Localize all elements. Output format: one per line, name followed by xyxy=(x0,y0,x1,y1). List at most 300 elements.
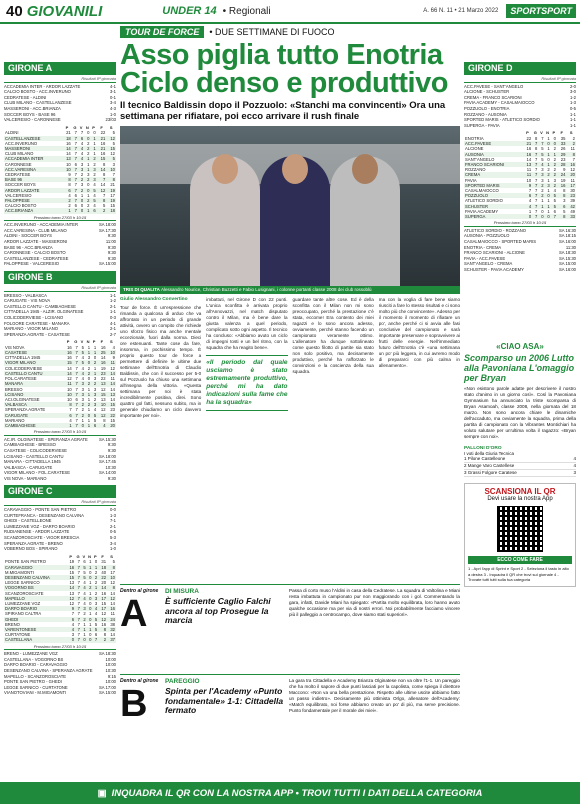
stat-cell: 7 xyxy=(75,596,81,601)
pull-quote: «Il periodo dal quale usciamo è stato estremamente produttivo, perché mi ha dato indicazioni sulla fame che ha la squadra» xyxy=(206,355,287,411)
stat-cell: 4 xyxy=(81,376,84,382)
fixture-time: 9:30 xyxy=(107,475,116,481)
team-name: SPORTED MARIS xyxy=(464,183,523,188)
qr-code-icon[interactable] xyxy=(497,506,543,552)
stat-cell: 7 xyxy=(75,606,81,611)
stat-cell: 4 xyxy=(78,156,84,161)
match-name: CEDRATESE - ALDINI xyxy=(4,94,47,100)
team-name: CEDRATESE xyxy=(5,171,31,177)
stat-cell: 6 xyxy=(91,423,97,428)
fixture-time: SA 18:30 xyxy=(99,651,116,657)
fixture-time: 9:30 xyxy=(107,250,116,256)
fixture-name: DESENZANO CALVINA - SPERANZA AGRATE xyxy=(4,668,93,674)
stat-cell: 16 xyxy=(523,152,533,157)
header-cell: P xyxy=(69,553,73,559)
stat-cell: 7 xyxy=(532,152,538,157)
team-name: CARUGATE xyxy=(4,413,63,418)
stat-cell: 24 xyxy=(557,172,567,177)
fixture-time: 10:30 xyxy=(105,668,116,674)
stat-cell: 5 xyxy=(92,627,98,632)
stat-cell: 14 xyxy=(107,381,116,386)
match-score: 0-5 xyxy=(569,105,576,111)
stat-cell: 2 xyxy=(87,365,91,371)
player-head xyxy=(282,154,308,184)
brief-girone-b xyxy=(120,674,460,764)
team-name: FOL.CARATESE xyxy=(5,376,37,382)
team-name: DESENZANO CALVINA xyxy=(4,575,66,580)
stat-cell: 4 xyxy=(93,203,96,209)
stat-cell: 7 xyxy=(72,198,78,203)
stat-cell: 7 xyxy=(77,621,80,627)
stat-cell: 5 xyxy=(91,198,97,203)
player-figure-center xyxy=(260,156,330,286)
stat-cell: 7 xyxy=(72,146,78,151)
girone-c xyxy=(4,485,116,696)
stat-cell: 7 xyxy=(75,617,81,622)
team-name: SPERANZA AGRATE xyxy=(5,407,46,413)
left-column xyxy=(4,62,116,700)
fixture-name: DARFO BOARIO - CARAVAGGIO xyxy=(4,662,68,668)
stat-cell: 3 xyxy=(91,167,97,172)
stat-cell: 7 xyxy=(535,208,538,214)
stat-cell: 2 xyxy=(551,172,557,177)
stat-cell: 7 xyxy=(77,559,80,565)
stat-cell: 5 xyxy=(541,156,544,162)
team-name: CASTELLO CANTU xyxy=(4,371,63,376)
stat-cell: 7 xyxy=(77,611,80,617)
match-name: ALCIONE - SCHUSTER xyxy=(464,89,510,95)
fixture-time: SA 16:30 xyxy=(559,227,576,233)
stat-cell: 19 xyxy=(106,198,116,203)
stat-cell: 7 xyxy=(538,141,544,146)
fixture-name: ARDOR LAZZATE - MASSERONI xyxy=(4,238,68,244)
team-name: BRENO xyxy=(5,621,20,627)
stat-cell: 3 xyxy=(541,167,544,173)
header-cell: P xyxy=(92,339,96,345)
team-name: ACI.OLGINATESE xyxy=(5,396,40,402)
stat-cell: 5 xyxy=(92,617,98,622)
stat-cell: 12 xyxy=(98,617,107,622)
stat-cell: 7 xyxy=(103,192,106,198)
stat-cell: 6 xyxy=(523,193,533,198)
match-score: 1-1 xyxy=(569,117,576,123)
stat-cell: 0 xyxy=(87,130,90,136)
stat-cell: 6 xyxy=(66,617,75,622)
team-photo xyxy=(120,126,460,286)
header-cell: V xyxy=(80,339,84,345)
fixture-time: SA 18:15 xyxy=(559,233,576,239)
footer-banner[interactable] xyxy=(0,782,580,804)
match-name: SPERANZA AGRATE - CASATESE xyxy=(4,331,70,337)
stat-cell: 10 xyxy=(97,402,106,407)
stat-cell: 7 xyxy=(73,371,79,376)
stat-cell: 2 xyxy=(91,360,97,365)
match-score: 2-1 xyxy=(109,326,116,332)
stat-cell: 8 xyxy=(63,402,72,407)
stat-cell: 13 xyxy=(107,392,116,397)
fixture-name: ACC.INVERUNO - ACCADEMIA INTER xyxy=(4,222,78,228)
palloni-vote: 4 xyxy=(573,456,576,461)
stat-cell: 19 xyxy=(69,559,75,565)
stat-cell: 7 xyxy=(535,187,538,193)
stat-cell: 4 xyxy=(83,601,86,607)
fixture-name: CASATESE - COLICODERVIESE xyxy=(4,447,67,453)
stat-cell: 7 xyxy=(75,376,78,382)
stat-cell: 15 xyxy=(97,156,107,161)
article-column-2 xyxy=(206,297,287,419)
stat-cell: 18 xyxy=(98,565,107,570)
stat-cell: 4 xyxy=(68,192,71,198)
stat-cell: 5 xyxy=(91,413,97,418)
main-article xyxy=(120,26,460,419)
team-name: ARDOR LAZZATE xyxy=(4,188,62,193)
stat-cell: 14 xyxy=(63,371,72,376)
header-cell: P xyxy=(65,124,69,130)
stat-cell: 0 xyxy=(87,575,93,580)
team-name: SCANZOROSCIATE xyxy=(5,590,44,596)
fixture-time: SA 15:30 xyxy=(559,255,576,261)
stat-cell: 7 xyxy=(75,386,78,392)
fixture-name: BASE 96 - ACC.BRIANZA xyxy=(4,244,53,250)
team-name: CARONNESE xyxy=(5,161,32,167)
brief-mid xyxy=(165,588,289,674)
palloni-row xyxy=(464,470,576,477)
stat-cell: 2 xyxy=(93,161,96,167)
stat-cell: 5 xyxy=(551,204,557,209)
standings-row xyxy=(4,208,116,213)
fixture-name: CASTELLANA - VOGORNO BS xyxy=(4,656,64,662)
stat-cell: 3 xyxy=(541,177,544,183)
header-cell: P xyxy=(92,124,95,130)
stat-cell: 23 xyxy=(97,371,106,376)
team-name: ACCADEMIA INTER xyxy=(4,156,62,161)
stat-cell: 16 xyxy=(101,621,107,627)
stat-cell: 8 xyxy=(98,627,107,632)
stat-cell: 13 xyxy=(69,590,75,596)
fixture-time: SA 17:30 xyxy=(99,227,116,233)
stat-cell: 38 xyxy=(110,621,115,627)
stat-cell: 2 xyxy=(78,188,84,193)
match-name: GHEDI - CASTELLEONE xyxy=(4,518,52,524)
stat-cell: 1 xyxy=(87,192,90,198)
stat-cell: 14 xyxy=(67,365,72,371)
stat-cell: 3 xyxy=(80,182,84,188)
fixture-name: MAPELLO - SCANZOROSCIATE xyxy=(4,673,67,679)
stat-cell: 2 xyxy=(85,371,91,376)
standings-table xyxy=(4,125,116,214)
stat-cell: 16 xyxy=(66,140,71,146)
palloni-title: PALLONI D'ORO xyxy=(464,446,502,451)
stat-cell: 15 xyxy=(106,146,116,151)
stat-cell: 22 xyxy=(100,376,106,382)
stat-cell: 0 xyxy=(87,182,90,188)
stat-cell: 4 xyxy=(93,192,96,198)
team-name: M.MIGAMONTI xyxy=(5,569,34,575)
stat-cell: 2 xyxy=(87,140,90,146)
stat-cell: 7 xyxy=(92,637,98,642)
stat-cell: 6 xyxy=(83,559,86,565)
stat-cell: 2 xyxy=(83,611,86,617)
stat-cell: 8 xyxy=(97,198,107,203)
stat-cell: 2 xyxy=(572,135,575,141)
stat-cell: 9 xyxy=(563,167,566,173)
stat-cell: 13 xyxy=(97,381,106,386)
stat-cell: 0 xyxy=(87,606,93,611)
stat-cell: 5 xyxy=(93,417,97,423)
team-name: SPIRANO CALTRA xyxy=(5,611,42,617)
stat-cell: 1 xyxy=(87,627,93,632)
stat-cell: 0 xyxy=(87,376,91,382)
stat-cell: 10 xyxy=(67,386,72,392)
player-figure-left xyxy=(190,156,260,286)
match-score: 1-1 xyxy=(569,111,576,117)
stat-cell: 8 xyxy=(62,177,72,182)
match-name: SPORTED MARIS - ATLETICO SORDIO xyxy=(464,117,540,123)
match-score: 4-3 xyxy=(109,105,116,111)
stat-cell: 11 xyxy=(63,381,72,386)
stat-cell: 1 xyxy=(62,208,72,213)
next-round-label: Prossimo turno 27/03 h 10:15 xyxy=(4,215,116,222)
stat-cell: 11 xyxy=(526,167,532,173)
stat-cell: 1 xyxy=(89,559,92,565)
stat-cell: 4 xyxy=(71,621,75,627)
stat-cell: 3 xyxy=(91,392,97,397)
stat-cell: 3 xyxy=(94,601,98,607)
stat-cell: 4 xyxy=(69,417,72,423)
brief-headline: Spinta per l'Academy «Punto fondamentale» 1-1: Cittadella fermato xyxy=(165,686,284,715)
subheadline: Il tecnico Baldissin dopo il Pozzuolo: «Stanchi ma convincenti» Ora una settimana per rifiatare, poi ecco arrivare il rush finale xyxy=(120,100,446,122)
kicker xyxy=(120,26,460,38)
header-cell: V xyxy=(82,553,86,559)
match-score: 23/03 xyxy=(105,117,116,123)
stat-cell: 8 xyxy=(103,417,106,423)
team-name: SUPERGA xyxy=(464,214,523,219)
stat-cell: 21 xyxy=(110,182,115,188)
stat-cell: 10 xyxy=(63,392,72,397)
fixture-time: SA 15:00 xyxy=(99,690,116,696)
stat-cell: 0 xyxy=(87,617,93,622)
stat-cell: 25 xyxy=(97,350,106,355)
stat-cell: 14 xyxy=(110,386,115,392)
team-name: ACC.BRIANZA xyxy=(4,208,62,213)
stat-cell: 3 xyxy=(79,381,85,386)
stat-cell: 1 xyxy=(547,177,550,183)
palloni-player: 1 Pilone Castelleone xyxy=(464,456,506,461)
stat-cell: 17 xyxy=(98,606,107,611)
stat-cell: 0 xyxy=(93,130,96,136)
stat-cell: 6 xyxy=(78,136,84,141)
stat-cell: 14 xyxy=(66,151,71,157)
stat-cell: 6 xyxy=(74,161,77,167)
stat-cell: 2 xyxy=(94,590,98,596)
stat-cell: 4 xyxy=(523,204,533,209)
team-name: VALCERESIO xyxy=(5,192,32,198)
fixture-time: 11:30 xyxy=(565,244,576,250)
stat-cell: 8 xyxy=(103,632,107,638)
stat-cell: 2 xyxy=(91,156,97,161)
stat-cell: 7 xyxy=(75,365,78,371)
stat-cell: 17 xyxy=(110,569,115,575)
sidebar-kicker: «CIAO ASA» xyxy=(496,342,544,351)
fixture-time: 9:30 xyxy=(107,255,116,261)
stat-cell: 4 xyxy=(94,611,98,617)
stat-cell: 13 xyxy=(62,156,72,161)
qr-how: ECCO COME FARE xyxy=(468,556,572,564)
stat-cell: 7 xyxy=(72,177,78,182)
stat-cell: 49 xyxy=(570,208,575,214)
stat-cell: 2 xyxy=(93,171,96,177)
qr-box[interactable] xyxy=(464,483,576,587)
photo-caption xyxy=(120,286,460,294)
stat-cell: 1 xyxy=(93,140,96,146)
stat-cell: 7 xyxy=(75,344,78,350)
byline: Giulio Alessandro Convertino xyxy=(120,297,188,302)
stat-cell: 21 xyxy=(97,146,107,151)
stat-cell: 13 xyxy=(523,162,533,167)
stat-cell: 1 xyxy=(89,580,92,586)
stat-cell: 4 xyxy=(66,627,75,632)
article-body xyxy=(120,297,460,419)
brief-mid xyxy=(165,678,289,764)
stat-cell: 10 xyxy=(106,167,116,172)
header-cell: S xyxy=(109,339,113,345)
article-column-4 xyxy=(379,297,460,419)
team-name: MAPELLO xyxy=(4,596,66,601)
team-name: LEGGE SARNICO xyxy=(5,580,40,586)
palloni-vote: 3 xyxy=(573,470,576,475)
match-name: MASSERONI - ACC.BRIANZA xyxy=(4,105,61,111)
result-row xyxy=(4,546,116,552)
team-name: VIS NOVA xyxy=(5,344,25,350)
result-row xyxy=(464,123,576,129)
header-cell: P xyxy=(552,130,556,136)
stat-cell: 7 xyxy=(75,627,81,632)
brief-left xyxy=(120,678,165,764)
match-name: SOCCER BOYS - BASE 96 xyxy=(4,111,56,117)
team-name: SANT'ANGELO xyxy=(465,156,495,162)
header-cell: G xyxy=(74,339,78,345)
stat-cell: 0 xyxy=(523,214,533,219)
fixture-time: 9:30 xyxy=(107,233,116,239)
fixture-name: ENOTRIA - CREMA xyxy=(464,244,502,250)
stat-cell: 2 xyxy=(551,162,557,167)
stat-cell: 15 xyxy=(69,569,75,575)
stat-cell: 0 xyxy=(538,214,544,219)
match-name: RUDIANENSE - ARDOR LAZZATE xyxy=(4,529,70,535)
stat-cell: 1 xyxy=(545,204,551,209)
fixture-name: ACC.VARESINA - CLUB MILANO xyxy=(4,227,67,233)
stat-cell: 1 xyxy=(81,627,87,632)
stat-cell: 7 xyxy=(72,188,78,193)
stat-cell: 12 xyxy=(106,136,116,141)
fixture-time: SA 16:00 xyxy=(559,266,576,272)
team-name: ATLETICO SORDIO xyxy=(465,198,503,204)
fixture-row xyxy=(464,267,576,273)
stat-cell: 8 xyxy=(106,177,116,182)
fixture-time: 11:00 xyxy=(105,238,116,244)
team-name: DARFO BOARIO xyxy=(4,606,66,611)
stat-cell: 1 xyxy=(547,135,550,141)
fixture-time: SA 16:00 xyxy=(559,238,576,244)
stat-cell: 1 xyxy=(87,565,93,570)
stat-cell: 7 xyxy=(97,177,107,182)
stat-cell: 4 xyxy=(93,407,97,413)
fixture-name: VIGOR MILANO - FOL.CARATESE xyxy=(4,470,71,476)
stat-cell: 6 xyxy=(75,396,78,402)
stat-cell: 0 xyxy=(87,596,93,601)
stat-cell: 8 xyxy=(563,187,566,193)
section-title: GIOVANILI xyxy=(26,2,103,20)
stat-cell: 42 xyxy=(566,204,576,209)
fixture-time: SA 15:00 xyxy=(559,261,576,267)
stat-cell: 7 xyxy=(528,187,532,193)
stat-cell: 22 xyxy=(100,130,106,136)
match-name: VALCERESIO - CARONNESE xyxy=(4,117,61,123)
match-name: SUPERGA - PAVIA xyxy=(464,122,500,128)
stat-cell: 6 xyxy=(62,188,72,193)
stat-cell: 7 xyxy=(532,204,538,209)
stat-cell: 19 xyxy=(106,188,116,193)
stat-cell: 5 xyxy=(91,188,97,193)
stat-cell: 23 xyxy=(110,407,115,413)
stat-cell: 0 xyxy=(545,193,551,198)
header-cell: S xyxy=(110,553,113,559)
stat-cell: 1 xyxy=(545,162,551,167)
stat-cell: 0 xyxy=(94,559,98,565)
stat-cell: 7 xyxy=(72,167,78,172)
stat-cell: 4 xyxy=(79,371,85,376)
stat-cell: 2 xyxy=(68,203,71,209)
team-name: VARENTONESE xyxy=(4,627,66,632)
stat-cell: 14 xyxy=(110,396,115,402)
team-name: ACC.VARESINA xyxy=(4,167,62,172)
player-head xyxy=(212,154,238,184)
stat-cell: 7 xyxy=(535,198,538,204)
header-cell: N xyxy=(88,553,91,559)
results-label: Risultati 8ª giornata xyxy=(4,76,116,83)
stat-cell: 14 xyxy=(98,585,107,590)
stat-cell: 17 xyxy=(98,596,107,601)
stat-cell: 7 xyxy=(74,151,77,157)
match-name: SCANZOROSCIATE - VIGOR BRESCIA xyxy=(4,535,80,541)
stat-cell: 7 xyxy=(551,214,557,219)
team-name: MANARA xyxy=(4,381,63,386)
stat-cell: 16 xyxy=(100,151,106,157)
team-name: LUMEZZANE VGZ xyxy=(5,601,41,607)
stat-cell: 2 xyxy=(84,198,90,203)
region-label: • Regionali xyxy=(222,5,271,17)
brief-tag: DI MISURA xyxy=(165,588,199,595)
stat-cell: 14 xyxy=(62,146,72,151)
stat-cell: 5 xyxy=(563,208,566,214)
stat-cell: 2 xyxy=(92,575,98,580)
fixture-name: VALBASCA - CARUGATE xyxy=(4,464,53,470)
stat-cell: 7 xyxy=(535,177,538,183)
sidebar-text: «Non esistono parole adatte per descrivere il nostro stato d'animo in un giorno così». Così la Pavoniana Gymnasium ha annunciato la triste scomparsa di Bryan Asamoah, classe 2008, nella giornata del 18 marzo. Non sono ancora chiare le dinamiche dell'accaduto, ma ovviamente la squadra, prima della partita di campionato con la Vibrantes Montichiari ha voluto salutare per un'ultima volta il ragazzo: «Bryan sempre con noi». xyxy=(464,386,576,439)
fixture-name: SANT'ANGELO - CREMA xyxy=(464,261,513,267)
stat-cell: 23 xyxy=(566,193,576,198)
stat-cell: 6 xyxy=(553,208,556,214)
fixture-name: LEGGE SARNICO - CURTATONE xyxy=(4,684,68,690)
stat-cell: 8 xyxy=(566,152,576,157)
stat-cell: 1 xyxy=(547,146,550,152)
match-score: 4-1 xyxy=(109,320,116,326)
stat-cell: 1 xyxy=(87,417,91,423)
team-name: SCHUSTER xyxy=(464,204,523,209)
stat-cell: 28 xyxy=(557,162,567,167)
team-name: MASSERONI xyxy=(4,146,62,151)
stat-cell: 7 xyxy=(73,423,79,428)
